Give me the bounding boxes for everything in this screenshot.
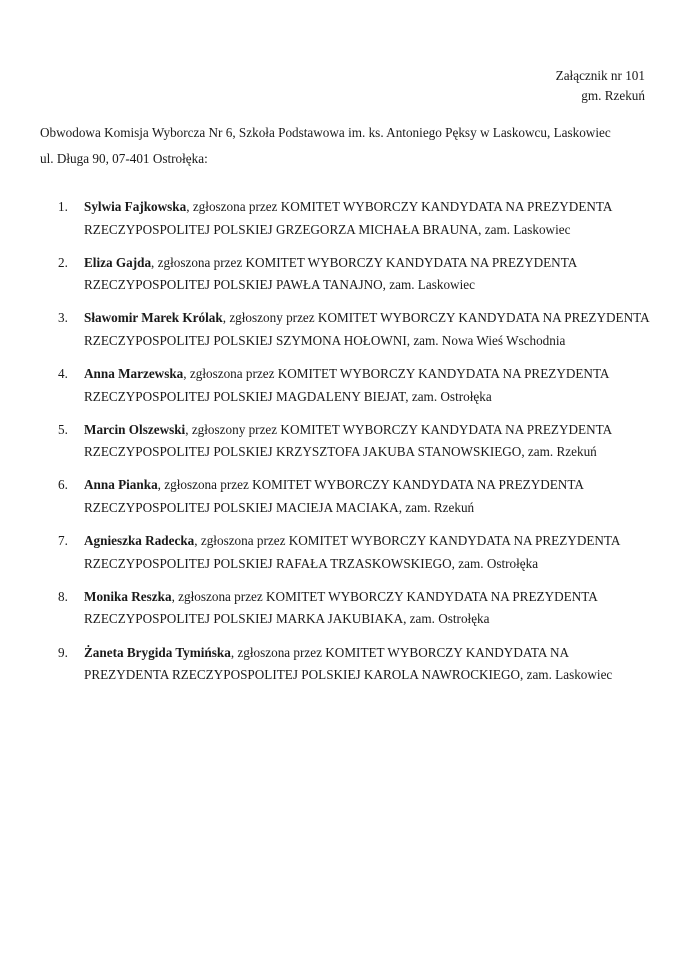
list-item-text xyxy=(84,363,652,408)
list-item xyxy=(40,363,652,408)
list-item-number: 2. xyxy=(58,254,68,270)
candidate-name: Żaneta Brygida Tymińska xyxy=(84,644,231,660)
candidate-committee-text: , zgłoszony przez KOMITET WYBORCZY KANDYDATA NA PREZYDENTA RZECZYPOSPOLITEJ POLSKIEJ KRZYSZTOFA JAKUBA STANOWSKIEGO, zam. Rzekuń xyxy=(84,421,612,460)
list-item xyxy=(40,642,652,687)
municipality-name: gm. Rzekuń xyxy=(581,88,645,103)
candidate-committee-text: , zgłoszona przez KOMITET WYBORCZY KANDYDATA NA PREZYDENTA RZECZYPOSPOLITEJ POLSKIEJ MACIEJA MACIAKA, zam. Rzekuń xyxy=(84,477,584,516)
candidate-committee-text: , zgłoszona przez KOMITET WYBORCZY KANDYDATA NA PREZYDENTA RZECZYPOSPOLITEJ POLSKIEJ RAFAŁA TRZASKOWSKIEGO, zam. Ostrołęka xyxy=(84,533,620,571)
list-item xyxy=(40,196,652,241)
list-item-text xyxy=(84,307,652,352)
list-item xyxy=(40,474,652,519)
attachment-header xyxy=(40,66,645,106)
candidate-name: Anna Marzewska xyxy=(84,366,184,382)
list-item xyxy=(40,419,652,464)
list-item-number: 6. xyxy=(58,477,68,493)
candidate-committee-text: , zgłoszona przez KOMITET WYBORCZY KANDYDATA NA PREZYDENTA RZECZYPOSPOLITEJ POLSKIEJ GRZEGORZA MICHAŁA BRAUNA, zam. Laskowiec xyxy=(84,199,612,237)
list-item-number: 8. xyxy=(58,588,68,604)
list-item-text xyxy=(84,419,652,464)
candidate-name: Marcin Olszewski xyxy=(84,421,186,437)
candidate-committee-text: , zgłoszona przez KOMITET WYBORCZY KANDYDATA NA PREZYDENTA RZECZYPOSPOLITEJ POLSKIEJ MARKA JAKUBIAKA, zam. Ostrołęka xyxy=(84,588,598,627)
list-item-number: 5. xyxy=(58,421,68,437)
list-item-number: 3. xyxy=(58,310,68,326)
list-item xyxy=(40,307,652,352)
list-item xyxy=(40,530,652,575)
candidate-committee-text: , zgłoszony przez KOMITET WYBORCZY KANDYDATA NA PREZYDENTA RZECZYPOSPOLITEJ POLSKIEJ SZYMONA HOŁOWNI, zam. Nowa Wieś Wschodnia xyxy=(84,310,649,348)
attachment-number: Załącznik nr 101 xyxy=(555,68,645,83)
list-item xyxy=(40,586,652,631)
list-item-text xyxy=(84,474,652,519)
candidate-name: Agnieszka Radecka xyxy=(84,533,195,549)
list-item-text xyxy=(84,196,652,241)
list-item-number: 4. xyxy=(58,366,68,382)
candidate-name: Sylwia Fajkowska xyxy=(84,199,187,214)
candidate-committee-text: , zgłoszona przez KOMITET WYBORCZY KANDYDATA NA PREZYDENTA RZECZYPOSPOLITEJ POLSKIEJ PAWŁA TANAJNO, zam. Laskowiec xyxy=(84,254,577,293)
candidate-committee-text: , zgłoszona przez KOMITET WYBORCZY KANDYDATA NA PREZYDENTA RZECZYPOSPOLITEJ POLSKIEJ MAGDALENY BIEJAT, zam. Ostrołęka xyxy=(84,366,609,404)
candidate-list xyxy=(40,196,652,697)
list-item-number: 1. xyxy=(58,199,68,214)
list-item-number: 7. xyxy=(58,533,68,549)
commission-address-paragraph xyxy=(40,120,648,172)
list-item xyxy=(40,252,652,297)
candidate-name: Eliza Gajda xyxy=(84,254,152,270)
list-item-number: 9. xyxy=(58,644,68,660)
list-item-text xyxy=(84,586,652,631)
commission-name-line: Obwodowa Komisja Wyborcza Nr 6, Szkoła Podstawowa im. ks. Antoniego Pęksy w Laskowcu, Laskowiec xyxy=(40,125,611,140)
candidate-name: Monika Reszka xyxy=(84,588,172,604)
candidate-committee-text: , zgłoszona przez KOMITET WYBORCZY KANDYDATA NA PREZYDENTA RZECZYPOSPOLITEJ POLSKIEJ KAROLA NAWROCKIEGO, zam. Laskowiec xyxy=(84,644,613,683)
commission-address-line: ul. Długa 90, 07-401 Ostrołęka: xyxy=(40,151,208,166)
candidate-name: Anna Pianka xyxy=(84,477,158,493)
list-item-text xyxy=(84,642,652,687)
list-item-text xyxy=(84,252,652,297)
candidate-name: Sławomir Marek Królak xyxy=(84,310,223,326)
list-item-text xyxy=(84,530,652,575)
